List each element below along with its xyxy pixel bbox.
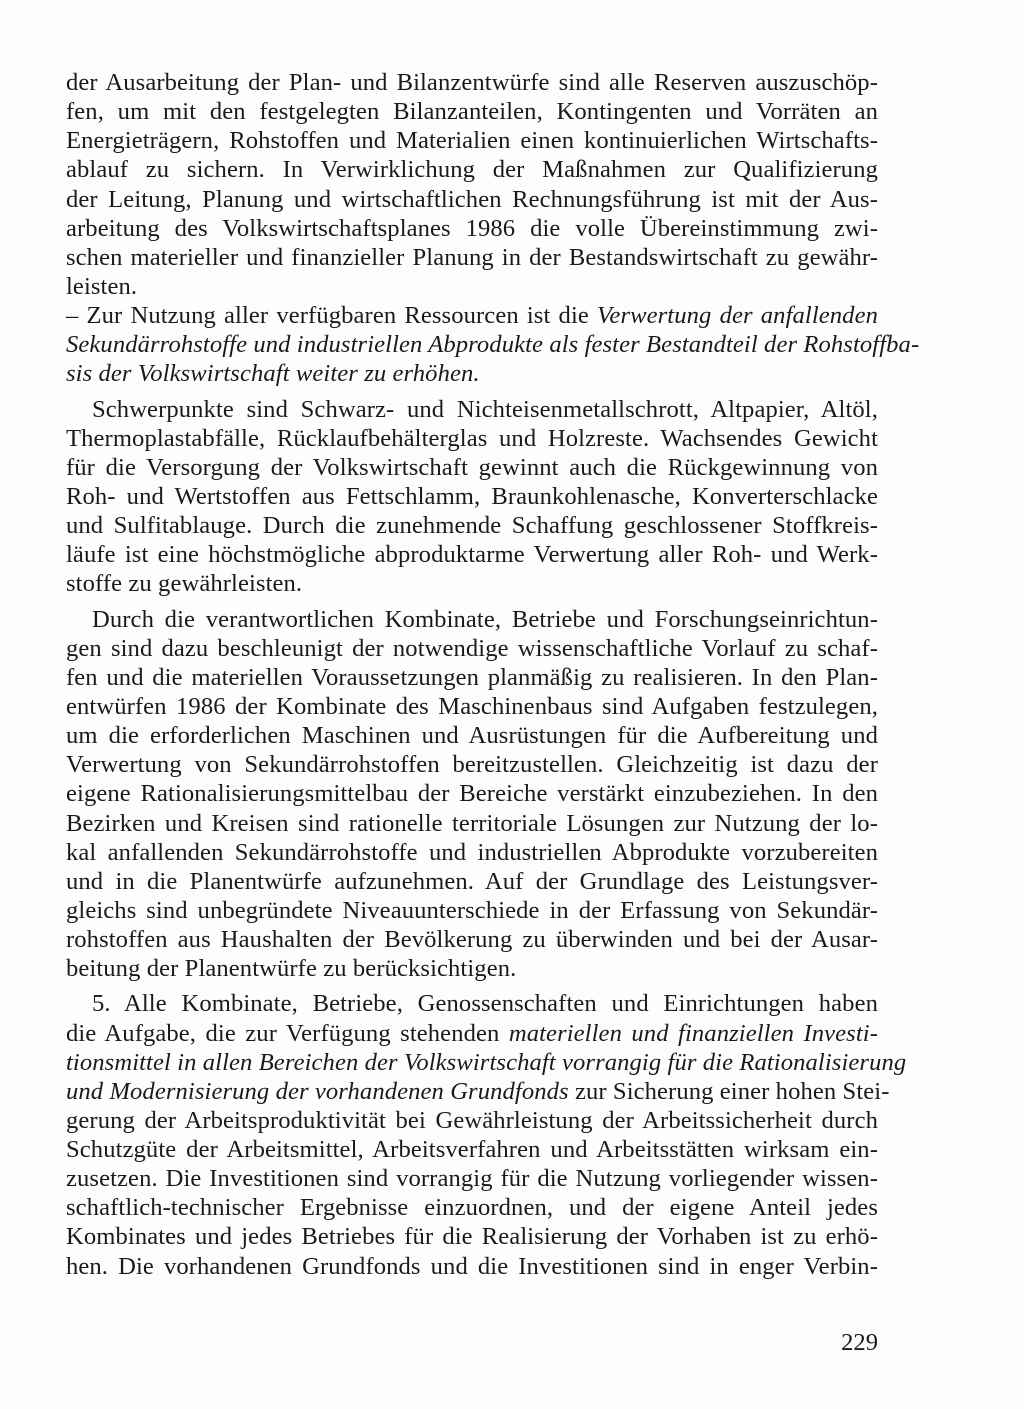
text-line: stoffe zu gewährleisten. <box>66 570 303 598</box>
page-number: 229 <box>841 1329 878 1356</box>
text-line: 5. Alle Kombinate, Betriebe, Genossenschaften und Einrichtungen haben <box>92 990 878 1018</box>
text-line: für die Versorgung der Volkswirtschaft gewinnt auch die Rückgewinnung von <box>66 453 878 481</box>
text-line: läufe ist eine höchstmögliche abproduktarme Verwertung aller Roh- und Werk- <box>66 541 878 569</box>
text-line: der Leitung, Planung und wirtschaftlichen Rechnungsführung ist mit der Aus- <box>66 185 878 213</box>
text-line: Sekundärrohstoffe und industriellen Abprodukte als fester Bestandteil der Rohstoffba- <box>66 331 920 359</box>
text-line: um die erforderlichen Maschinen und Ausrüstungen für die Aufbereitung und <box>66 722 878 750</box>
text-line: Durch die verantwortlichen Kombinate, Betriebe und Forschungseinrichtun- <box>92 605 878 633</box>
text-line: und Sulfitablauge. Durch die zunehmende Schaffung geschlossener Stoffkreis- <box>66 512 878 540</box>
text-line: Thermoplastabfälle, Rücklaufbehälterglas und Holzreste. Wachsendes Gewicht <box>66 424 878 452</box>
text-line: der Ausarbeitung der Plan- und Bilanzentwürfe sind alle Reserven auszuschöp- <box>66 69 878 96</box>
text-line: kal anfallenden Sekundärrohstoffe und industriellen Abprodukte vorzubereiten <box>66 838 878 866</box>
text-line: beitung der Planentwürfe zu berücksichtigen. <box>66 955 517 983</box>
text-line: schaftlich-technischer Ergebnisse einzuordnen, und der eigene Anteil jedes <box>66 1194 878 1222</box>
emphasis-text: Verwertung der anfallenden <box>597 302 878 330</box>
text-line: – Zur Nutzung aller verfügbaren Ressourcen ist die Verwertung der anfallenden <box>66 302 878 330</box>
emphasis-text: und Modernisierung der vorhandenen Grundfonds <box>66 1077 569 1105</box>
text-line: eigene Rationalisierungsmittelbau der Bereiche verstärkt einzubeziehen. In den <box>66 780 878 808</box>
text-line: leisten. <box>66 272 138 300</box>
text-line: Verwertung von Sekundärrohstoffen bereitzustellen. Gleichzeitig ist dazu der <box>66 751 878 779</box>
text-line: gerung der Arbeitsproduktivität bei Gewährleistung der Arbeitssicherheit durch <box>66 1106 878 1134</box>
body-text <box>66 68 920 1281</box>
text-line: Schutzgüte der Arbeitsmittel, Arbeitsverfahren und Arbeitsstätten wirksam ein- <box>66 1136 878 1164</box>
text-line: hen. Die vorhandenen Grundfonds und die Investitionen sind in enger Verbin- <box>66 1252 878 1280</box>
text-line: tionsmittel in allen Bereichen der Volkswirtschaft vorrangig für die Rationalisierung <box>66 1048 907 1076</box>
text-line: fen und die materiellen Voraussetzungen planmäßig zu realisieren. In den Plan- <box>66 663 878 691</box>
text-line: gen sind dazu beschleunigt der notwendige wissenschaftliche Vorlauf zu schaf- <box>66 634 878 662</box>
text-line: arbeitung des Volkswirtschaftsplanes 1986 die volle Übereinstimmung zwi- <box>66 214 878 242</box>
emphasis-text: materiellen und finanziellen Investi- <box>508 1019 878 1047</box>
text-line: schen materieller und finanzieller Planung in der Bestandswirtschaft zu gewähr- <box>66 243 878 271</box>
text-line: zusetzen. Die Investitionen sind vorrangig für die Nutzung vorliegender wissen- <box>66 1165 878 1193</box>
text-line: und in die Planentwürfe aufzunehmen. Auf der Grundlage des Leistungsver- <box>66 867 878 895</box>
text-line: entwürfen 1986 der Kombinate des Maschinenbaus sind Aufgaben festzulegen, <box>66 692 878 720</box>
text-line: die Aufgabe, die zur Verfügung stehenden materiellen und finanziellen Investi- <box>66 1019 878 1047</box>
text-line: ablauf zu sichern. In Verwirklichung der Maßnahmen zur Qualifizierung <box>66 156 878 184</box>
text-line: fen, um mit den festgelegten Bilanzanteilen, Kontingenten und Vorräten an <box>66 98 878 126</box>
text-line: sis der Volkswirtschaft weiter zu erhöhen. <box>66 360 480 388</box>
text-line: Roh- und Wertstoffen aus Fettschlamm, Braunkohlenasche, Konverterschlacke <box>66 482 878 510</box>
text-line: und Modernisierung der vorhandenen Grundfonds zur Sicherung einer hohen Stei- <box>66 1077 890 1105</box>
text-line: Schwerpunkte sind Schwarz- und Nichteisenmetallschrott, Altpapier, Altöl, <box>92 395 878 423</box>
text-line: Bezirken und Kreisen sind rationelle territoriale Lösungen zur Nutzung der lo- <box>66 809 878 837</box>
text-line: Energieträgern, Rohstoffen und Materialien einen kontinuierlichen Wirtschafts- <box>66 127 878 155</box>
text-line: rohstoffen aus Haushalten der Bevölkerung zu überwinden und bei der Ausar- <box>66 926 878 954</box>
text-line: Kombinates und jedes Betriebes für die Realisierung der Vorhaben ist zu erhö- <box>66 1223 878 1251</box>
text-line: gleichs sind unbegründete Niveauunterschiede in der Erfassung von Sekundär- <box>66 896 878 924</box>
